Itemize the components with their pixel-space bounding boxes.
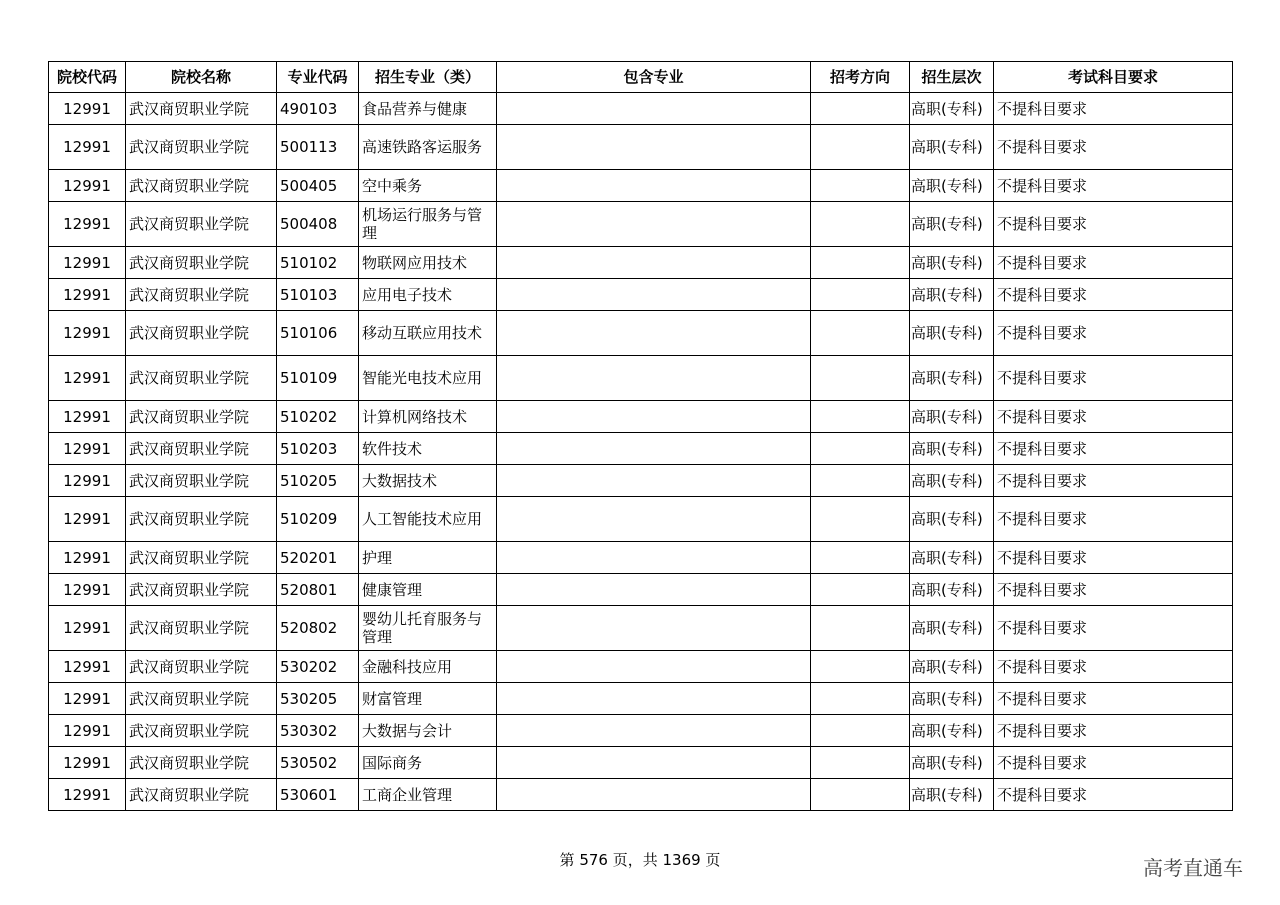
- school-name-cell: 武汉商贸职业学院: [126, 311, 277, 356]
- school-name-cell: 武汉商贸职业学院: [126, 747, 277, 779]
- direction-cell: [811, 356, 910, 401]
- included-majors-cell: [497, 125, 811, 170]
- direction-cell: [811, 574, 910, 606]
- direction-cell: [811, 279, 910, 311]
- level-cell: 高职(专科): [910, 574, 994, 606]
- school-name-cell: 武汉商贸职业学院: [126, 574, 277, 606]
- school-name-cell: 武汉商贸职业学院: [126, 465, 277, 497]
- table-row: [49, 747, 1233, 779]
- direction-cell: [811, 779, 910, 811]
- major-code-cell: 530601: [277, 779, 359, 811]
- school-name-cell: 武汉商贸职业学院: [126, 356, 277, 401]
- direction-cell: [811, 170, 910, 202]
- direction-cell: [811, 651, 910, 683]
- requirement-cell: 不提科目要求: [994, 202, 1233, 247]
- major-cell: 计算机网络技术: [359, 401, 497, 433]
- school-code-cell: 12991: [49, 497, 126, 542]
- table-body: [49, 93, 1233, 811]
- major-cell: 智能光电技术应用: [359, 356, 497, 401]
- direction-cell: [811, 125, 910, 170]
- table-row: [49, 125, 1233, 170]
- requirement-cell: 不提科目要求: [994, 356, 1233, 401]
- school-name-cell: 武汉商贸职业学院: [126, 93, 277, 125]
- requirement-cell: 不提科目要求: [994, 170, 1233, 202]
- major-cell: 工商企业管理: [359, 779, 497, 811]
- requirement-cell: 不提科目要求: [994, 747, 1233, 779]
- school-name-cell: 武汉商贸职业学院: [126, 202, 277, 247]
- level-cell: 高职(专科): [910, 542, 994, 574]
- school-code-cell: 12991: [49, 247, 126, 279]
- included-majors-cell: [497, 779, 811, 811]
- major-code-cell: 500405: [277, 170, 359, 202]
- table-row: [49, 311, 1233, 356]
- included-majors-cell: [497, 497, 811, 542]
- table-row: [49, 542, 1233, 574]
- table-row: [49, 651, 1233, 683]
- included-majors-cell: [497, 606, 811, 651]
- major-code-cell: 510202: [277, 401, 359, 433]
- direction-cell: [811, 433, 910, 465]
- included-majors-cell: [497, 433, 811, 465]
- requirement-cell: 不提科目要求: [994, 247, 1233, 279]
- table-row: [49, 433, 1233, 465]
- major-code-cell: 500113: [277, 125, 359, 170]
- school-code-cell: 12991: [49, 311, 126, 356]
- level-cell: 高职(专科): [910, 202, 994, 247]
- included-majors-cell: [497, 202, 811, 247]
- direction-cell: [811, 542, 910, 574]
- major-code-cell: 520802: [277, 606, 359, 651]
- level-cell: 高职(专科): [910, 465, 994, 497]
- table-row: [49, 93, 1233, 125]
- included-majors-cell: [497, 715, 811, 747]
- school-name-cell: 武汉商贸职业学院: [126, 170, 277, 202]
- table-row: [49, 497, 1233, 542]
- school-name-cell: 武汉商贸职业学院: [126, 683, 277, 715]
- major-code-cell: 500408: [277, 202, 359, 247]
- included-majors-cell: [497, 311, 811, 356]
- school-name-cell: 武汉商贸职业学院: [126, 247, 277, 279]
- major-cell: 空中乘务: [359, 170, 497, 202]
- direction-cell: [811, 683, 910, 715]
- table-row: [49, 715, 1233, 747]
- table-row: [49, 465, 1233, 497]
- included-majors-cell: [497, 542, 811, 574]
- school-name-cell: 武汉商贸职业学院: [126, 433, 277, 465]
- major-cell: 软件技术: [359, 433, 497, 465]
- level-cell: 高职(专科): [910, 683, 994, 715]
- major-cell: 应用电子技术: [359, 279, 497, 311]
- direction-cell: [811, 465, 910, 497]
- major-code-cell: 510205: [277, 465, 359, 497]
- included-majors-cell: [497, 401, 811, 433]
- school-code-cell: 12991: [49, 606, 126, 651]
- included-majors-cell: [497, 465, 811, 497]
- school-name-cell: 武汉商贸职业学院: [126, 779, 277, 811]
- level-cell: 高职(专科): [910, 125, 994, 170]
- watermark: 高考直通车: [1143, 856, 1243, 880]
- major-cell: 物联网应用技术: [359, 247, 497, 279]
- major-code-cell: 530502: [277, 747, 359, 779]
- table-row: [49, 574, 1233, 606]
- major-cell: 金融科技应用: [359, 651, 497, 683]
- level-cell: 高职(专科): [910, 279, 994, 311]
- header-requirement: 考试科目要求: [994, 62, 1233, 93]
- school-code-cell: 12991: [49, 125, 126, 170]
- major-cell: 大数据技术: [359, 465, 497, 497]
- school-name-cell: 武汉商贸职业学院: [126, 279, 277, 311]
- major-cell: 机场运行服务与管理: [359, 202, 497, 247]
- level-cell: 高职(专科): [910, 356, 994, 401]
- requirement-cell: 不提科目要求: [994, 779, 1233, 811]
- header-level: 招生层次: [910, 62, 994, 93]
- major-cell: 护理: [359, 542, 497, 574]
- level-cell: 高职(专科): [910, 497, 994, 542]
- header-direction: 招考方向: [811, 62, 910, 93]
- major-code-cell: 530205: [277, 683, 359, 715]
- requirement-cell: 不提科目要求: [994, 125, 1233, 170]
- page-footer: 第 576 页，共 1369 页: [559, 851, 721, 869]
- school-code-cell: 12991: [49, 651, 126, 683]
- school-code-cell: 12991: [49, 747, 126, 779]
- level-cell: 高职(专科): [910, 401, 994, 433]
- included-majors-cell: [497, 247, 811, 279]
- level-cell: 高职(专科): [910, 779, 994, 811]
- major-cell: 财富管理: [359, 683, 497, 715]
- included-majors-cell: [497, 170, 811, 202]
- major-cell: 移动互联应用技术: [359, 311, 497, 356]
- requirement-cell: 不提科目要求: [994, 401, 1233, 433]
- school-code-cell: 12991: [49, 93, 126, 125]
- requirement-cell: 不提科目要求: [994, 93, 1233, 125]
- level-cell: 高职(专科): [910, 93, 994, 125]
- school-code-cell: 12991: [49, 683, 126, 715]
- school-name-cell: 武汉商贸职业学院: [126, 497, 277, 542]
- direction-cell: [811, 497, 910, 542]
- admissions-table: [48, 61, 1233, 811]
- school-name-cell: 武汉商贸职业学院: [126, 542, 277, 574]
- major-code-cell: 520201: [277, 542, 359, 574]
- direction-cell: [811, 247, 910, 279]
- level-cell: 高职(专科): [910, 433, 994, 465]
- major-cell: 国际商务: [359, 747, 497, 779]
- requirement-cell: 不提科目要求: [994, 683, 1233, 715]
- major-code-cell: 520801: [277, 574, 359, 606]
- header-school-code: 院校代码: [49, 62, 126, 93]
- direction-cell: [811, 401, 910, 433]
- major-code-cell: 510109: [277, 356, 359, 401]
- table-header-row: [49, 62, 1233, 93]
- major-cell: 高速铁路客运服务: [359, 125, 497, 170]
- school-name-cell: 武汉商贸职业学院: [126, 606, 277, 651]
- direction-cell: [811, 747, 910, 779]
- requirement-cell: 不提科目要求: [994, 311, 1233, 356]
- level-cell: 高职(专科): [910, 651, 994, 683]
- requirement-cell: 不提科目要求: [994, 433, 1233, 465]
- school-code-cell: 12991: [49, 542, 126, 574]
- table-row: [49, 247, 1233, 279]
- school-code-cell: 12991: [49, 401, 126, 433]
- school-code-cell: 12991: [49, 574, 126, 606]
- requirement-cell: 不提科目要求: [994, 574, 1233, 606]
- included-majors-cell: [497, 93, 811, 125]
- direction-cell: [811, 311, 910, 356]
- table-row: [49, 683, 1233, 715]
- major-code-cell: 510209: [277, 497, 359, 542]
- level-cell: 高职(专科): [910, 247, 994, 279]
- requirement-cell: 不提科目要求: [994, 497, 1233, 542]
- header-school-name: 院校名称: [126, 62, 277, 93]
- school-code-cell: 12991: [49, 170, 126, 202]
- table-row: [49, 279, 1233, 311]
- school-code-cell: 12991: [49, 202, 126, 247]
- school-code-cell: 12991: [49, 279, 126, 311]
- major-code-cell: 510106: [277, 311, 359, 356]
- major-cell: 健康管理: [359, 574, 497, 606]
- level-cell: 高职(专科): [910, 311, 994, 356]
- requirement-cell: 不提科目要求: [994, 465, 1233, 497]
- included-majors-cell: [497, 574, 811, 606]
- school-name-cell: 武汉商贸职业学院: [126, 651, 277, 683]
- table-row: [49, 606, 1233, 651]
- major-code-cell: 510103: [277, 279, 359, 311]
- level-cell: 高职(专科): [910, 606, 994, 651]
- table-row: [49, 202, 1233, 247]
- direction-cell: [811, 606, 910, 651]
- table-row: [49, 356, 1233, 401]
- requirement-cell: 不提科目要求: [994, 651, 1233, 683]
- requirement-cell: 不提科目要求: [994, 606, 1233, 651]
- school-name-cell: 武汉商贸职业学院: [126, 715, 277, 747]
- school-code-cell: 12991: [49, 433, 126, 465]
- major-code-cell: 530202: [277, 651, 359, 683]
- included-majors-cell: [497, 651, 811, 683]
- major-code-cell: 490103: [277, 93, 359, 125]
- major-cell: 婴幼儿托育服务与管理: [359, 606, 497, 651]
- header-major-code: 专业代码: [277, 62, 359, 93]
- major-cell: 人工智能技术应用: [359, 497, 497, 542]
- school-code-cell: 12991: [49, 779, 126, 811]
- requirement-cell: 不提科目要求: [994, 542, 1233, 574]
- school-code-cell: 12991: [49, 356, 126, 401]
- major-cell: 大数据与会计: [359, 715, 497, 747]
- school-name-cell: 武汉商贸职业学院: [126, 401, 277, 433]
- direction-cell: [811, 93, 910, 125]
- included-majors-cell: [497, 683, 811, 715]
- requirement-cell: 不提科目要求: [994, 715, 1233, 747]
- requirement-cell: 不提科目要求: [994, 279, 1233, 311]
- major-code-cell: 510203: [277, 433, 359, 465]
- level-cell: 高职(专科): [910, 170, 994, 202]
- major-code-cell: 530302: [277, 715, 359, 747]
- table-row: [49, 779, 1233, 811]
- direction-cell: [811, 202, 910, 247]
- level-cell: 高职(专科): [910, 715, 994, 747]
- school-code-cell: 12991: [49, 715, 126, 747]
- header-major: 招生专业（类）: [359, 62, 497, 93]
- school-name-cell: 武汉商贸职业学院: [126, 125, 277, 170]
- included-majors-cell: [497, 747, 811, 779]
- table-row: [49, 401, 1233, 433]
- header-included-majors: 包含专业: [497, 62, 811, 93]
- major-code-cell: 510102: [277, 247, 359, 279]
- level-cell: 高职(专科): [910, 747, 994, 779]
- included-majors-cell: [497, 279, 811, 311]
- major-cell: 食品营养与健康: [359, 93, 497, 125]
- table-row: [49, 170, 1233, 202]
- included-majors-cell: [497, 356, 811, 401]
- direction-cell: [811, 715, 910, 747]
- school-code-cell: 12991: [49, 465, 126, 497]
